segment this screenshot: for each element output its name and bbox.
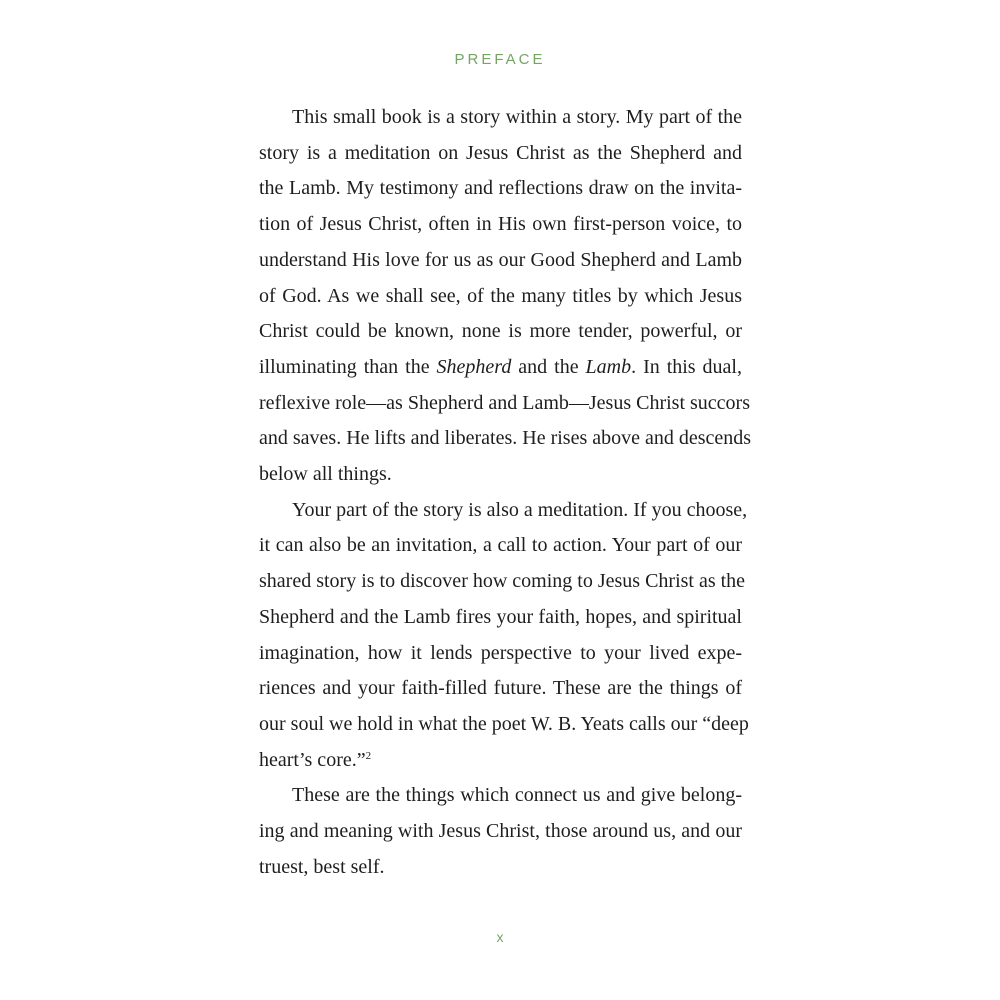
text-line: of God. As we shall see, of the many titles by which Jesus	[259, 284, 742, 307]
text-line: the Lamb. My testimony and reflections draw on the invita-	[259, 177, 742, 200]
text-line: below all things.	[259, 463, 392, 486]
paragraph-2	[259, 493, 749, 779]
paragraph-1	[259, 100, 752, 493]
running-head: PREFACE	[454, 51, 546, 68]
text-line: our soul we hold in what the poet W. B. Yeats calls our “deep	[259, 712, 749, 735]
text-run: illuminating than the	[259, 355, 437, 378]
footnote-reference[interactable]: 2	[365, 749, 372, 762]
text-run: . In this dual,	[631, 355, 742, 378]
text-line: truest, best self.	[259, 855, 385, 878]
text-line: imagination, how it lends perspective to your lived expe-	[259, 641, 742, 664]
paragraph-3	[259, 778, 742, 885]
page-number: x	[496, 929, 504, 945]
text-line: ing and meaning with Jesus Christ, those around us, and our	[259, 820, 742, 843]
text-line: This small book is a story within a story. My part of the	[292, 106, 742, 128]
text-line: shared story is to discover how coming to Jesus Christ as the	[259, 570, 746, 593]
text-line: Christ could be known, none is more tender, powerful, or	[259, 320, 742, 343]
text-line: riences and your faith-filled future. These are the things of	[259, 677, 742, 700]
text-line: and saves. He lifts and liberates. He rises above and descends	[259, 427, 752, 450]
text-line: understand His love for us as our Good Shepherd and Lamb	[259, 248, 742, 271]
text-run: and the	[511, 355, 586, 378]
italic-term-lamb: Lamb	[585, 355, 632, 378]
text-line: These are the things which connect us and give belong-	[292, 784, 742, 807]
text-run: heart’s core.”	[259, 748, 366, 771]
text-line	[259, 743, 742, 779]
text-line: it can also be an invitation, a call to action. Your part of our	[259, 534, 742, 557]
text-line	[259, 350, 742, 386]
text-line: Shepherd and the Lamb fires your faith, hopes, and spiritual	[259, 605, 742, 628]
text-line: Your part of the story is also a meditation. If you choose,	[292, 498, 748, 521]
body-text	[259, 100, 752, 885]
text-line: reflexive role—as Shepherd and Lamb—Jesus Christ succors	[259, 391, 750, 414]
italic-term-shepherd: Shepherd	[436, 355, 512, 378]
text-line: story is a meditation on Jesus Christ as the Shepherd and	[259, 141, 742, 164]
text-line: tion of Jesus Christ, often in His own first-person voice, to	[259, 213, 742, 236]
